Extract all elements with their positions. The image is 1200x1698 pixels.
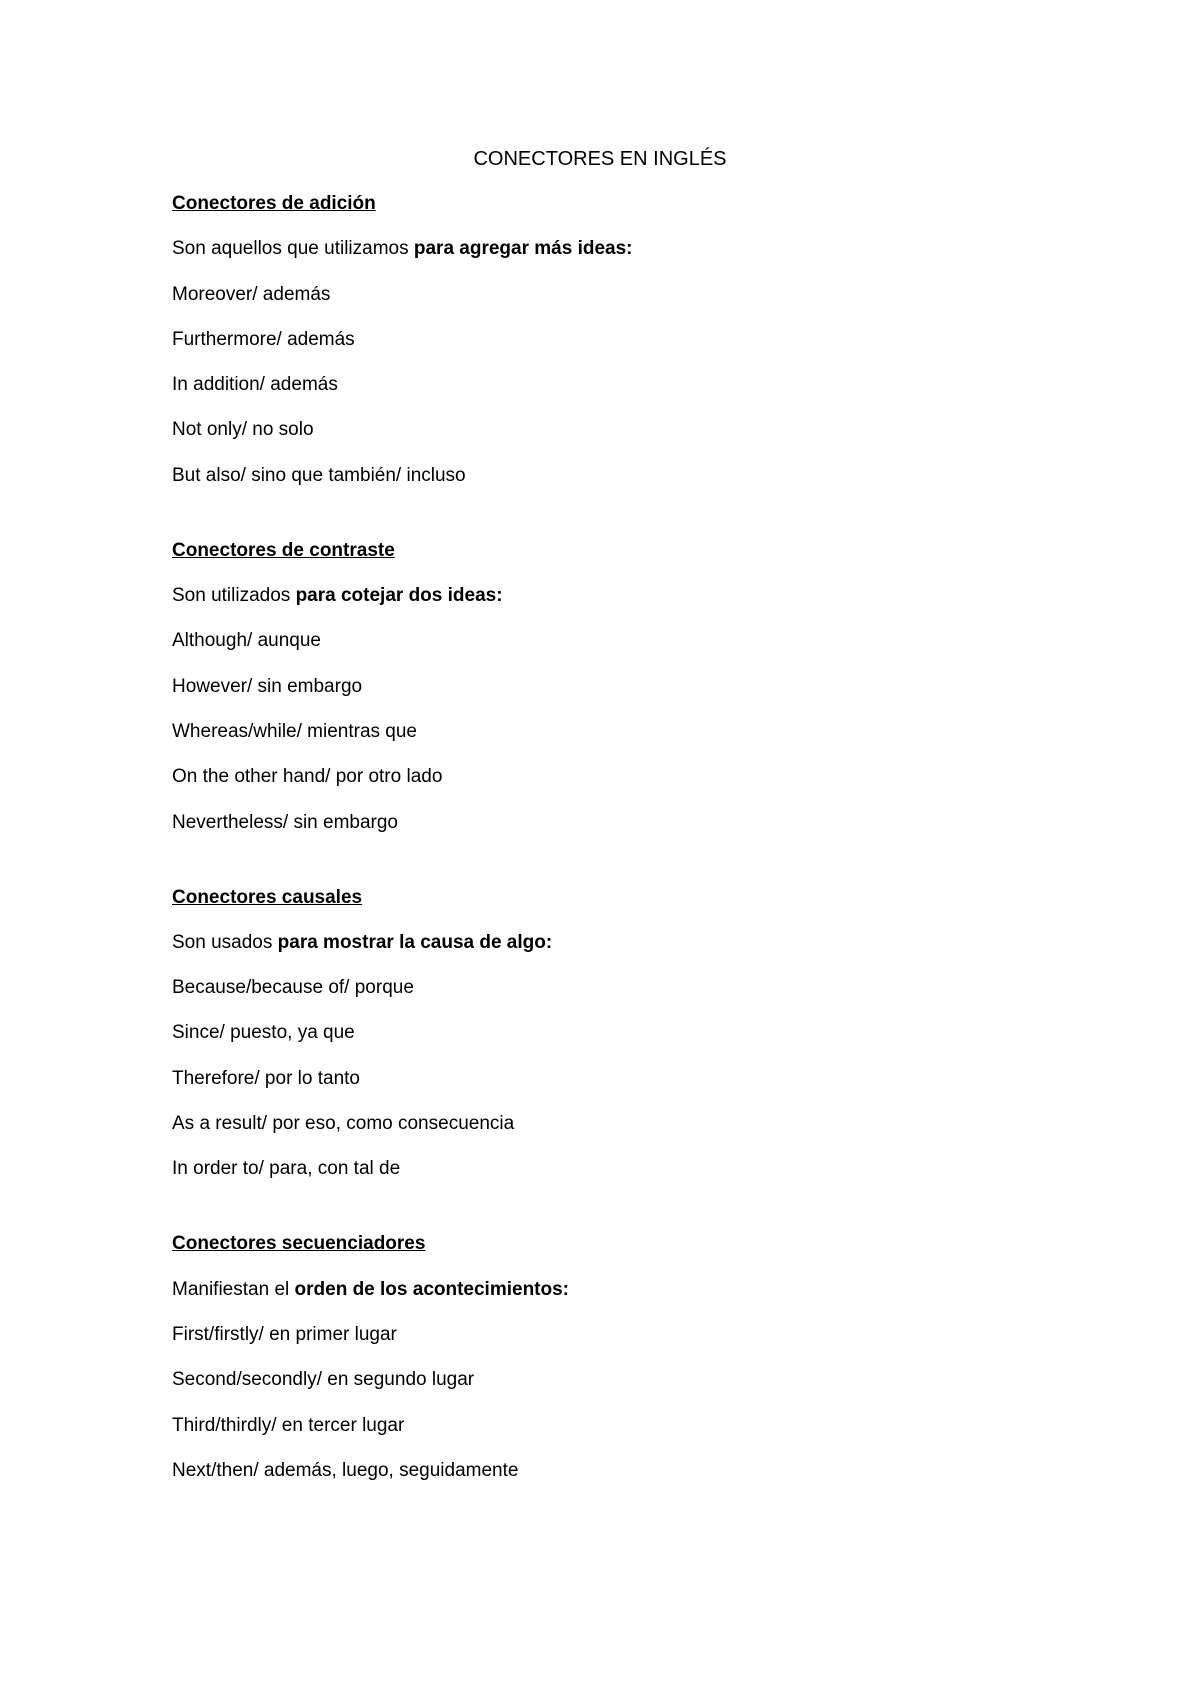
section-adicion xyxy=(172,190,1072,490)
section-secuenciadores xyxy=(172,1230,1072,1484)
section-contraste xyxy=(172,537,1072,837)
connector-item: Nevertheless/ sin embargo xyxy=(172,811,398,833)
connector-item: Next/then/ además, luego, seguidamente xyxy=(172,1459,519,1481)
connector-item: But also/ sino que también/ incluso xyxy=(172,464,466,486)
intro-text: Son aquellos que utilizamos xyxy=(172,238,414,260)
connector-item: However/ sin embargo xyxy=(172,675,363,697)
section-heading: Conectores secuenciadores xyxy=(172,1233,426,1255)
intro-text: Son utilizados xyxy=(172,585,296,607)
connector-item: Second/secondly/ en segundo lugar xyxy=(172,1369,475,1391)
connector-item: Since/ puesto, ya que xyxy=(172,1022,355,1044)
connector-item: Moreover/ además xyxy=(172,283,331,305)
section-intro xyxy=(172,582,1072,610)
intro-bold-text: para cotejar dos ideas: xyxy=(295,585,503,607)
section-intro xyxy=(172,929,1072,957)
intro-bold-text: para mostrar la causa de algo: xyxy=(277,931,553,953)
section-intro xyxy=(172,235,1072,263)
intro-text: Son usados xyxy=(172,931,278,953)
connector-item: In order to/ para, con tal de xyxy=(172,1158,401,1180)
connector-item: Although/ aunque xyxy=(172,630,321,652)
connector-item: In addition/ además xyxy=(172,374,338,396)
connector-item: First/firstly/ en primer lugar xyxy=(172,1323,397,1345)
document-title: CONECTORES EN INGLÉS xyxy=(473,148,727,170)
connector-item: On the other hand/ por otro lado xyxy=(172,766,443,788)
intro-bold-text: para agregar más ideas: xyxy=(413,238,633,260)
section-heading: Conectores de contraste xyxy=(172,539,395,561)
section-heading: Conectores de adición xyxy=(172,193,376,214)
section-heading: Conectores causales xyxy=(172,886,363,908)
connector-item: Therefore/ por lo tanto xyxy=(172,1067,360,1089)
connector-item: Furthermore/ además xyxy=(172,328,355,350)
intro-bold-text: orden de los acontecimientos: xyxy=(294,1278,570,1300)
connector-item: Whereas/while/ mientras que xyxy=(172,720,417,742)
connector-item: Not only/ no solo xyxy=(172,419,314,441)
section-causales xyxy=(172,884,1072,1184)
connector-item: Because/because of/ porque xyxy=(172,977,414,999)
connector-item: As a result/ por eso, como consecuencia xyxy=(172,1113,515,1135)
intro-text: Manifiestan el xyxy=(172,1278,295,1300)
connector-item: Third/thirdly/ en tercer lugar xyxy=(172,1414,405,1436)
document-body xyxy=(172,190,1072,1502)
section-intro xyxy=(172,1276,1072,1304)
